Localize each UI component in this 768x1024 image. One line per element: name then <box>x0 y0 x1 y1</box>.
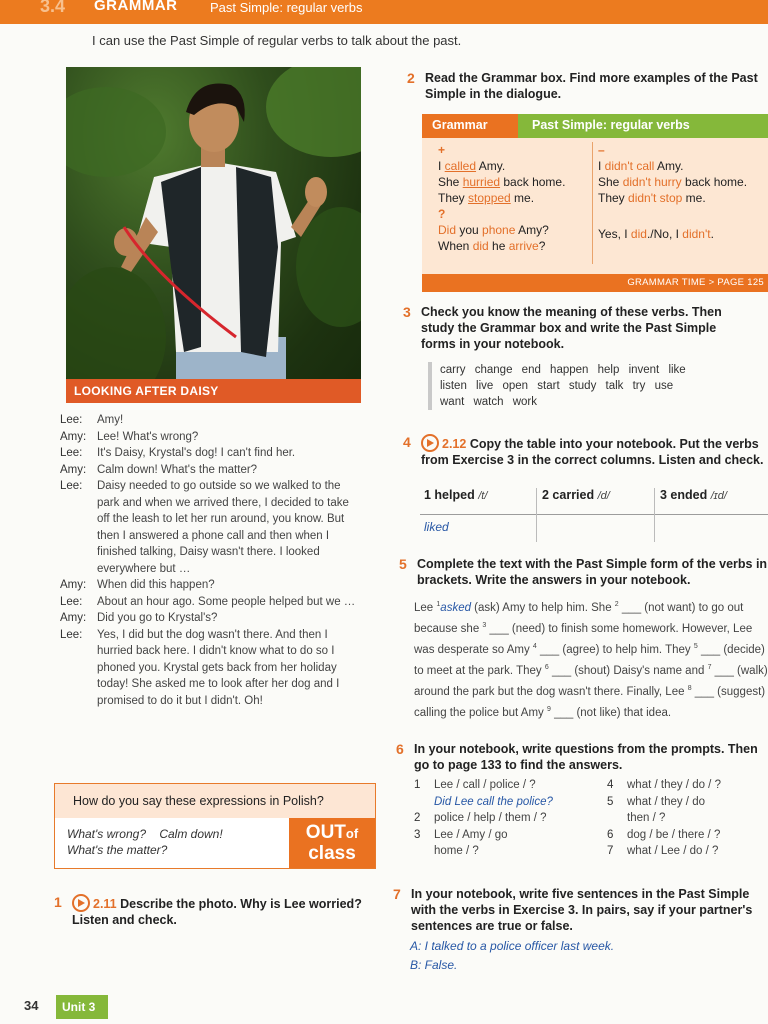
prompt-item-cont: home / ? <box>434 845 479 857</box>
exercise-instruction: Describe the photo. Why is Lee worried? Listen and check. <box>72 897 362 927</box>
grammar-col-right <box>598 142 747 242</box>
dialogue-line <box>60 478 360 577</box>
table-header: 2 carried /d/ <box>542 488 610 502</box>
dialogue-line <box>60 445 360 462</box>
learning-objective: I can use the Past Simple of regular verbs to talk about the past. <box>92 33 462 48</box>
speaker: Amy: <box>60 463 87 476</box>
dialogue-line <box>60 627 360 710</box>
page-number: 34 <box>24 998 39 1013</box>
sound-table <box>420 488 768 542</box>
prompt-item: 7 what / Lee / do / ? <box>607 845 719 857</box>
speaker: Lee: <box>60 595 83 608</box>
dialogue-line <box>60 594 360 611</box>
prompt-item: 3 Lee / Amy / go <box>414 828 508 841</box>
exercise-4 <box>403 434 768 468</box>
grammar-label: Grammar <box>422 114 518 138</box>
exercise-instruction: Complete the text with the Past Simple form of the verbs in brackets. Write the answers in your notebook. <box>417 557 768 587</box>
exercise-3 <box>403 304 751 352</box>
line-text: Lee! What's wrong? <box>97 430 199 443</box>
prompt-item: 5 what / they / do <box>607 795 705 808</box>
exercise-instruction: In your notebook, write five sentences in the Past Simple with the verbs in Exercise 3. In pairs, say if your partner's sentences are true or false. <box>411 887 753 933</box>
exercise-instruction: In your notebook, write questions from the prompts. Then go to page 133 to find the answers. <box>414 742 758 772</box>
gap-fill-text: Lee $^1$asked (ask) Amy to help him. She $^2$ ___ (not want) to go out because she $^3$ ___ (need) to finish some homework. However, Lee was desperate so Amy $^4$ ___ (agree) to help him. They $^5$ ___ (decide) to meet at the park. They $^6$ ___ (shout) Daisy's name and $^7$ ___ (walk) around the park but the dog wasn't there. Finally, Lee $^8$ ___ (suggest) calling the police but Amy $^9$ ___ (not like) that idea. <box>414 601 768 719</box>
section-number: 3.4 <box>40 0 66 16</box>
plus-sign: + <box>438 143 446 157</box>
dialogue-line <box>60 429 360 446</box>
speaker: Lee: <box>60 447 83 459</box>
dialogue-line <box>60 462 360 479</box>
tag-out: OUT <box>305 822 346 843</box>
table-header: 3 ended /ɪd/ <box>660 488 727 502</box>
line-text: Did you go to Krystal's? <box>97 612 218 624</box>
speaker: Amy: <box>60 612 87 624</box>
table-divider <box>536 488 537 542</box>
table-header: 1 helped /t/ <box>424 488 488 502</box>
exercise-number: 4 <box>403 434 411 450</box>
line-text: Yes, I did but the dog wasn't there. And then I hurried back here. I didn't know what to do so I phoned you. Krystal gets back from her holiday today! She asked me to look after her dog and I promised to do it but I didn't. Oh! <box>97 628 340 707</box>
exercise-instruction: Read the Grammar box. Find more examples of the Past Simple in the dialogue. <box>425 71 758 101</box>
audio-track: 2.11 <box>93 897 117 911</box>
prompt-item: 4 what / they / do / ? <box>607 779 721 791</box>
line-text: Calm down! What's the matter? <box>97 463 258 476</box>
exercise-6 <box>396 741 768 773</box>
photo-caption: LOOKING AFTER DAISY <box>66 379 361 403</box>
expressions-line-2: What's the matter? <box>67 843 168 857</box>
table-example-cell: liked <box>424 520 449 534</box>
line-text: About an hour ago. Some people helped but we … <box>97 595 356 608</box>
dialogue-line <box>60 412 360 429</box>
grammar-divider <box>592 142 593 264</box>
speaker: Lee: <box>60 414 83 426</box>
grammar-col-left <box>438 142 565 254</box>
speaker: Amy: <box>60 430 87 443</box>
positive-example: She hurried back home. <box>438 175 566 189</box>
prompt-example-answer: Did Lee call the police? <box>434 795 553 808</box>
example-dialogue-a: A: I talked to a police officer last week. <box>410 939 615 953</box>
dialogue-line <box>60 610 360 627</box>
example-answer: asked <box>440 601 471 614</box>
exercise-7 <box>393 886 768 934</box>
exercise-number: 7 <box>393 886 401 902</box>
positive-example: They stopped me. <box>438 191 535 205</box>
question-example: When did he arrive? <box>438 239 546 253</box>
negative-example: They didn't stop me. <box>598 191 706 205</box>
exercise-number: 6 <box>396 741 404 757</box>
prompt-item-cont: then / ? <box>627 812 666 824</box>
speaker: Lee: <box>60 480 83 492</box>
short-answer-example: Yes, I did./No, I didn't. <box>598 227 714 241</box>
dialogue <box>60 412 360 709</box>
speaker: Amy: <box>60 579 87 591</box>
grammar-title: Past Simple: regular verbs <box>518 114 768 138</box>
audio-track: 2.12 <box>442 437 467 451</box>
example-dialogue-b: B: False. <box>410 958 458 972</box>
verb-list-line: carry change end happen help invent like <box>440 364 686 376</box>
out-of-class-question: How do you say these expressions in Polish? <box>55 784 375 818</box>
exercise-1 <box>54 894 362 928</box>
expressions-line-1: What's wrong? Calm down! <box>67 827 223 841</box>
grammar-time-link[interactable]: GRAMMAR TIME > PAGE 125 <box>422 274 768 292</box>
prompt-item: 2 police / help / them / ? <box>414 812 547 824</box>
line-text: Amy! <box>97 414 124 426</box>
section-subtitle: Past Simple: regular verbs <box>210 0 363 15</box>
negative-example: She didn't hurry back home. <box>598 175 748 189</box>
line-text: Daisy needed to go outside so we walked to the park and when we arrived there, I decided to take off the leash to let her run around, you know. But then I answered a phone call and then when I finished talking, Daisy wasn't there. I looked everywhere but … <box>97 480 349 575</box>
out-of-class-box <box>54 783 376 869</box>
dialogue-line <box>60 577 360 594</box>
verb-list-line: want watch work <box>440 396 538 408</box>
audio-icon[interactable] <box>72 894 90 912</box>
section-title: GRAMMAR <box>94 0 178 14</box>
speaker: Lee: <box>60 628 83 641</box>
out-of-class-expressions <box>67 826 223 858</box>
photo-lee-worried <box>66 67 361 402</box>
tag-class: class <box>308 843 356 864</box>
exercise-number: 2 <box>407 70 415 86</box>
exercise-number: 3 <box>403 304 411 320</box>
exercise-number: 1 <box>54 894 62 910</box>
exercise-5 <box>399 556 768 588</box>
line-text: When did this happen? <box>97 579 215 591</box>
positive-example: I called Amy. <box>438 159 506 173</box>
question-sign: ? <box>438 207 446 221</box>
unit-tag: Unit 3 <box>56 995 108 1019</box>
audio-icon[interactable] <box>421 434 439 452</box>
prompt-item: 6 dog / be / there / ? <box>607 828 721 841</box>
out-of-class-tag <box>289 818 375 868</box>
grammar-box <box>422 114 768 292</box>
minus-sign: – <box>598 143 605 157</box>
verb-list-box <box>428 362 758 410</box>
exercise-instruction: Check you know the meaning of these verbs. Then study the Grammar box and write the Past Simple forms in your notebook. <box>421 305 722 351</box>
prompt-item: 1 Lee / call / police / ? <box>414 779 536 791</box>
verb-list-line: listen live open start study talk try use <box>440 380 674 392</box>
prompts-right <box>607 777 767 860</box>
exercise-2 <box>407 70 768 102</box>
prompts-left <box>414 777 604 860</box>
section-header-bar <box>0 0 768 24</box>
table-rule <box>420 514 768 515</box>
tag-of: of <box>345 826 359 841</box>
exercise-number: 5 <box>399 556 407 572</box>
question-example: Did you phone Amy? <box>438 223 549 237</box>
exercise-instruction: Copy the table into your notebook. Put the verbs from Exercise 3 in the correct columns. Listen and check. <box>421 437 764 467</box>
table-divider <box>654 488 655 542</box>
line-text: It's Daisy, Krystal's dog! I can't find her. <box>97 447 296 459</box>
negative-example: I didn't call Amy. <box>598 159 684 173</box>
